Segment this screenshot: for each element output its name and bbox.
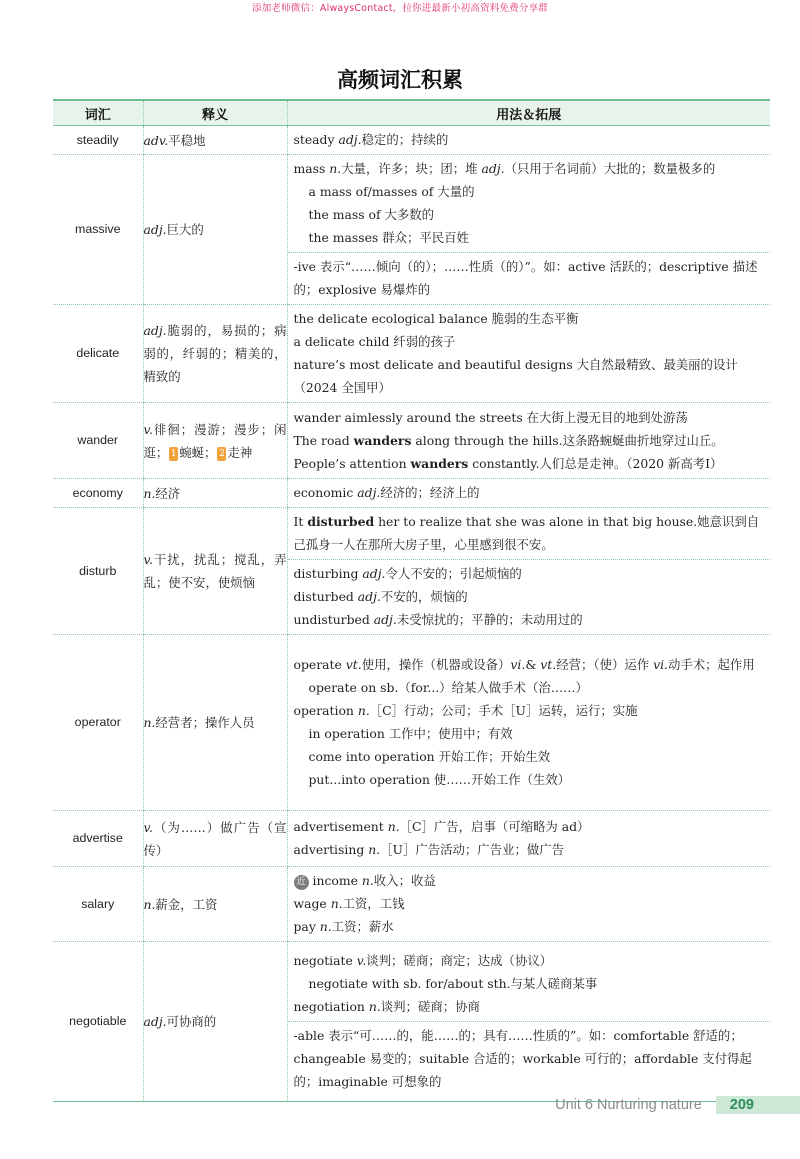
usage-line: disturbed adj.不安的，烦恼的: [293, 589, 468, 604]
usage-block: [288, 813, 771, 864]
usage-line: a delicate child 纤弱的孩子: [293, 334, 456, 349]
usage-block: [288, 1021, 771, 1096]
vocab-usage: [287, 403, 770, 479]
usage-line: negotiation n.谈判；磋商；协商: [293, 999, 480, 1014]
vocab-meaning: adj.可协商的: [143, 942, 287, 1102]
vocab-meaning: v.徘徊；漫游；漫步；闲逛； 1 蜿蜒； 2 走神: [143, 403, 287, 479]
usage-line: in operation 工作中；使用中；有效: [308, 726, 513, 741]
table-row: [53, 479, 770, 508]
usage-line: put...into operation 使……开始工作（生效）: [308, 772, 571, 787]
usage-line: disturbing adj.令人不安的；引起烦恼的: [293, 566, 522, 581]
usage-block: [288, 155, 771, 252]
vocab-table: [53, 99, 770, 1102]
usage-line: operation n.［C］行动；公司；手术［U］运转，运行；实施: [293, 703, 638, 718]
usage-line: advertising n.［U］广告活动；广告业；做广告: [293, 842, 565, 857]
header-meaning: 释义: [143, 100, 287, 126]
usage-line: come into operation 开始工作；开始生效: [308, 749, 551, 764]
usage-line: operate on sb.（for...）给某人做手术（治……）: [308, 680, 588, 695]
usage-line: wage n.工资，工钱: [293, 896, 405, 911]
header-word: 词汇: [53, 100, 143, 126]
usage-line: advertisement n.［C］广告，启事（可缩略为 ad）: [293, 819, 590, 834]
vocab-usage: [287, 155, 770, 305]
usage-line: People’s attention wanders constantly.人们总是走神。（2020 新高考Ⅰ）: [293, 455, 723, 471]
vocab-meaning: n.薪金，工资: [143, 867, 287, 942]
vocab-word: massive: [53, 155, 143, 305]
marker-2-icon: 2: [219, 448, 225, 459]
usage-block: [288, 126, 771, 154]
usage-line: -able 表示“可……的，能……的；具有……性质的”。如：comfortable 舒适的；changeable 易变的；suitable 合适的；workable 可行的；affordable 支付得起的；imaginable 可想象的: [293, 1028, 752, 1089]
table-row: [53, 155, 770, 305]
table-header-row: [53, 100, 770, 126]
usage-line: negotiate v.谈判；磋商；商定；达成（协议）: [293, 953, 553, 968]
usage-line: steady adj.稳定的；持续的: [293, 132, 449, 147]
usage-block: [288, 479, 771, 507]
table-row: [53, 635, 770, 811]
vocab-usage: [287, 508, 770, 635]
usage-line: economic adj.经济的；经济上的: [293, 485, 480, 500]
usage-line: -ive 表示“……倾向（的）；……性质（的）”。如：active 活跃的；descriptive 描述的；explosive 易爆炸的: [293, 259, 758, 297]
table-row: [53, 867, 770, 942]
table-row: [53, 126, 770, 155]
vocab-meaning: n.经营者；操作人员: [143, 635, 287, 811]
unit-label: Unit 6 Nurturing nature: [555, 1097, 702, 1113]
vocab-word: advertise: [53, 811, 143, 867]
page-title: 高频词汇积累: [337, 68, 463, 92]
usage-block: [288, 252, 771, 304]
usage-line: It disturbed her to realize that she was alone in that big house.她意识到自己孤身一人在那所大房子里，心里感到很不安。: [293, 514, 760, 552]
page-footer: [555, 1096, 800, 1114]
table-row: [53, 811, 770, 867]
table-row: [53, 508, 770, 635]
usage-line: 近 income n.收入；收益: [294, 869, 765, 892]
table-row: [53, 403, 770, 479]
vocab-usage: [287, 635, 770, 811]
vocab-meaning: n.经济: [143, 479, 287, 508]
page-number: 209: [716, 1096, 800, 1114]
vocab-usage: [287, 811, 770, 867]
usage-block: [288, 947, 771, 1021]
vocab-meaning: adv.平稳地: [143, 126, 287, 155]
vocab-word: steadily: [53, 126, 143, 155]
marker-1-icon: 1: [170, 448, 177, 459]
vocab-meaning: v.（为……）做广告（宣传）: [143, 811, 287, 867]
vocab-meaning: adj.巨大的: [143, 155, 287, 305]
vocab-word: salary: [53, 867, 143, 942]
vocab-word: wander: [53, 403, 143, 479]
usage-line: pay n.工资；薪水: [293, 919, 394, 934]
usage-block: [288, 508, 771, 559]
vocab-usage: [287, 126, 770, 155]
vocab-word: disturb: [53, 508, 143, 635]
vocab-word: negotiable: [53, 942, 143, 1102]
usage-block: [288, 867, 771, 941]
vocab-usage: [287, 867, 770, 942]
watermark: 添加老师微信：AlwaysContact，拉你进最新小初高资料免费分享群: [252, 3, 548, 14]
usage-block: [288, 305, 771, 402]
usage-block: [288, 404, 771, 478]
table-row: [53, 305, 770, 403]
usage-line: a mass of/masses of 大量的: [308, 184, 475, 199]
usage-line: wander aimlessly around the streets 在大街上漫无目的地到处游荡: [293, 409, 688, 425]
usage-line: nature’s most delicate and beautiful designs 大自然最精致、最美丽的设计（2024 全国甲）: [293, 357, 738, 395]
usage-line: the masses 群众；平民百姓: [308, 230, 469, 245]
usage-block: [288, 559, 771, 634]
vocab-word: operator: [53, 635, 143, 811]
table-row: [53, 942, 770, 1102]
synonym-badge-icon: 近: [294, 875, 309, 890]
usage-line: operate vt.使用，操作（机器或设备）vi.& vt.经营；（使）运作 vi.动手术；起作用: [293, 657, 755, 672]
vocab-usage: [287, 305, 770, 403]
vocab-usage: [287, 479, 770, 508]
usage-line: the mass of 大多数的: [308, 207, 435, 222]
header-usage: 用法＆拓展: [287, 100, 770, 126]
vocab-word: delicate: [53, 305, 143, 403]
usage-line: the delicate ecological balance 脆弱的生态平衡: [293, 311, 579, 326]
usage-line: negotiate with sb. for/about sth.与某人磋商某事: [308, 976, 598, 991]
usage-line: undisturbed adj.未受惊扰的；平静的；未动用过的: [293, 612, 583, 627]
usage-line: mass n.大量，许多；块；团；堆 adj.（只用于名词前）大批的；数量极多的: [293, 161, 716, 176]
vocab-meaning: v.干扰，扰乱；搅乱，弄乱；使不安，使烦恼: [143, 508, 287, 635]
vocab-usage: [287, 942, 770, 1102]
usage-block: [288, 651, 771, 794]
usage-line: The road wanders along through the hills.这条路蜿蜒曲折地穿过山丘。: [293, 432, 724, 448]
vocab-meaning: adj.脆弱的，易损的；病弱的，纤弱的；精美的，精致的: [143, 305, 287, 403]
vocab-word: economy: [53, 479, 143, 508]
